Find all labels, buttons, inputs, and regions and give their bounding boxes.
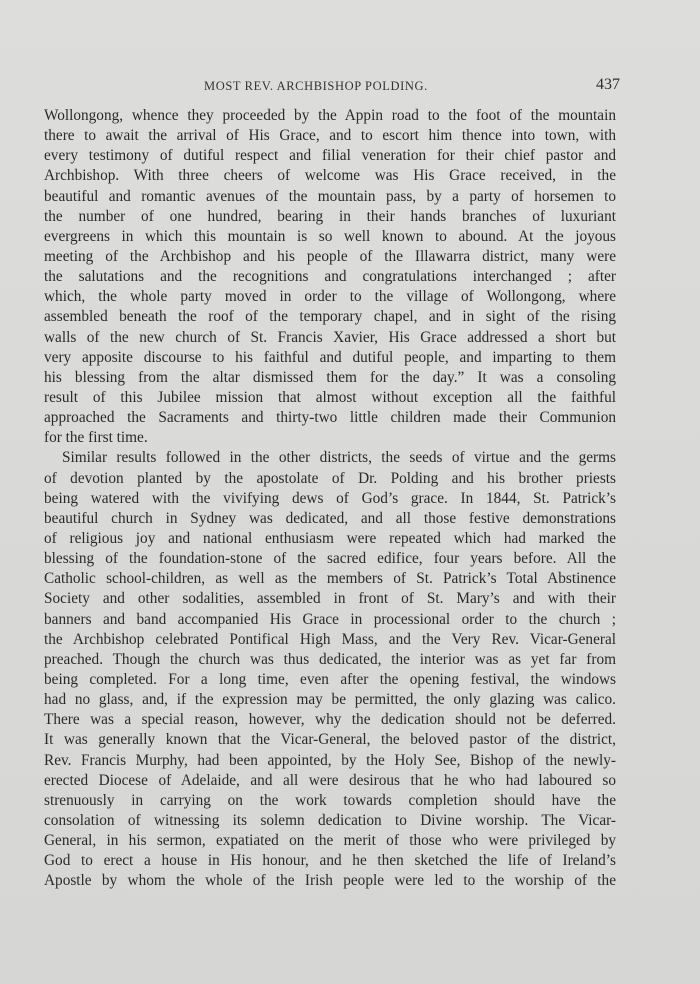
text-line: meeting of the Archbishop and his people of the Illawarra district, many were — [44, 247, 616, 265]
text-line: walls of the new church of St. Francis Xavier, His Grace addressed a short but — [44, 328, 616, 346]
text-line: his blessing from the altar dismissed them for the day.” It was a consoling — [44, 368, 616, 386]
text-line: the number of one hundred, bearing in their hands branches of luxuriant — [44, 207, 616, 225]
text-line: Catholic school-children, as well as the members of St. Patrick’s Total Abstinence — [44, 570, 616, 588]
text-line: banners and band accompanied His Grace in processional order to the church ; — [44, 610, 616, 628]
text-line: there to await the arrival of His Grace, and to escort him thence into town, with — [44, 127, 616, 145]
text-line: blessing of the foundation-stone of the sacred edifice, four years before. All the — [44, 550, 616, 568]
text-line: It was generally known that the Vicar-General, the beloved pastor of the district, — [44, 731, 616, 749]
text-line: being completed. For a long time, even after the opening festival, the windows — [44, 670, 616, 688]
text-line: erected Diocese of Adelaide, and all were desirous that he who had laboured so — [44, 771, 616, 789]
text-line: approached the Sacraments and thirty-two little children made their Communion — [44, 409, 616, 427]
paragraph-end-line: for the first time. — [44, 429, 148, 447]
running-head: MOST REV. ARCHBISHOP POLDING. — [204, 79, 428, 93]
text-line: very apposite discourse to his faithful and dutiful people, and imparting to them — [44, 348, 616, 366]
text-line: preached. Though the church was thus dedicated, the interior was as yet far from — [44, 650, 616, 668]
page-header — [44, 76, 620, 98]
text-line: evergreens in which this mountain is so well known to abound. At the joyous — [44, 227, 616, 245]
text-line: result of this Jubilee mission that almost without exception all the faithful — [44, 388, 616, 406]
body-text — [44, 106, 616, 891]
text-line: General, in his sermon, expatiated on the merit of those who were privileged by — [44, 832, 616, 850]
text-line: strenuously in carrying on the work towards completion should have the — [44, 791, 616, 809]
paragraph-start-line: Similar results followed in the other districts, the seeds of virtue and the germs — [62, 449, 616, 467]
text-line: had no glass, and, if the expression may be permitted, the only glazing was calico. — [44, 691, 616, 709]
text-line: which, the whole party moved in order to the village of Wollongong, where — [44, 288, 616, 306]
text-line: beautiful and romantic avenues of the mountain pass, by a party of horsemen to — [44, 187, 616, 205]
text-line: Rev. Francis Murphy, had been appointed, by the Holy See, Bishop of the newly- — [44, 751, 616, 769]
text-line: the salutations and the recognitions and congratulations interchanged ; after — [44, 268, 616, 286]
text-line: consolation of witnessing its solemn dedication to Divine worship. The Vicar- — [44, 811, 616, 829]
text-line: every testimony of dutiful respect and filial veneration for their chief pastor and — [44, 147, 616, 165]
text-line: Apostle by whom the whole of the Irish people were led to the worship of the — [44, 872, 616, 890]
text-line: God to erect a house in His honour, and he then sketched the life of Ireland’s — [44, 852, 616, 870]
text-line: being watered with the vivifying dews of God’s grace. In 1844, St. Patrick’s — [44, 489, 616, 507]
text-line: assembled beneath the roof of the temporary chapel, and in sight of the rising — [44, 308, 616, 326]
text-line: Archbishop. With three cheers of welcome was His Grace received, in the — [44, 167, 616, 185]
text-line: Wollongong, whence they proceeded by the Appin road to the foot of the mountain — [44, 107, 616, 124]
text-line: of devotion planted by the apostolate of Dr. Polding and his brother priests — [44, 469, 616, 487]
text-line: There was a special reason, however, why the dedication should not be deferred. — [44, 711, 616, 729]
text-line: Society and other sodalities, assembled in front of St. Mary’s and with their — [44, 590, 616, 608]
page-number: 437 — [596, 76, 620, 93]
text-line: of religious joy and national enthusiasm were repeated which had marked the — [44, 529, 616, 547]
text-line: beautiful church in Sydney was dedicated, and all those festive demonstrations — [44, 509, 616, 527]
text-line: the Archbishop celebrated Pontifical High Mass, and the Very Rev. Vicar-General — [44, 630, 616, 648]
